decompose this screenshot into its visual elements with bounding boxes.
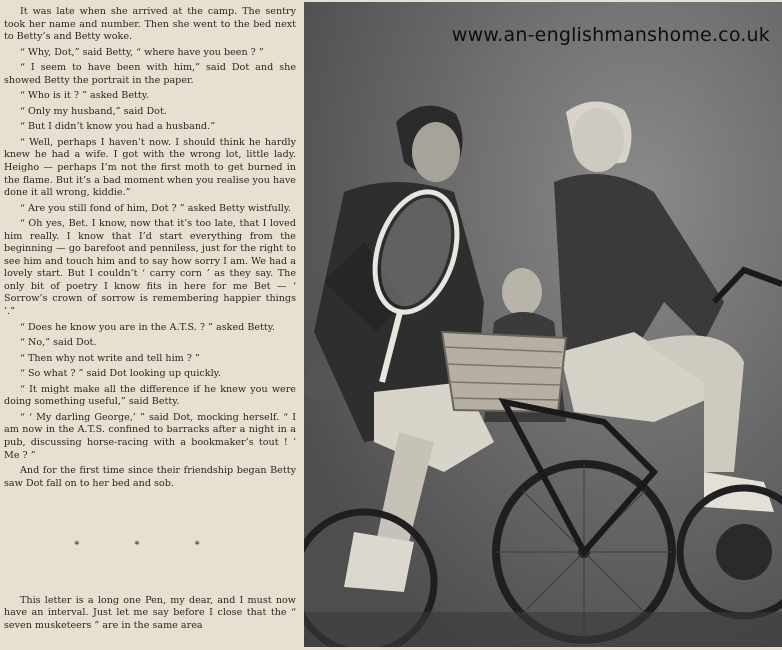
- paragraph-does-he-know: “ Does he know you are in the A.T.S. ? ” asked Betty.: [20, 321, 275, 333]
- paragraph-difference: “ It might make all the difference if he knew you were doing something useful,” said Betty.: [4, 383, 296, 408]
- paragraph-didnt-know: “ But I didn’t know you had a husband.”: [20, 121, 216, 133]
- paragraph-oh-yes: “ Oh yes, Bet. I know, now that it’s too late, that I loved him really. I know that I’d start everything from the beginning — go barefoot and penniless, just for the right to see him and touch him and to say how sorry I am. We had a lovely start. But I couldn’t ‘ carry corn ’ as they say. The only bit of poetry I know fits in here for me Bet — ‘ Sorrow’s crown of sorrow is remembering happier things ’.”: [4, 218, 296, 318]
- paragraph-arrival: It was late when she arrived at the camp. The sentry took her name and number. Then she went to the bed next to Betty’s and Betty woke.: [4, 6, 296, 43]
- story-column: [4, 6, 296, 646]
- paragraph-my-darling: “ ‘ My darling George,’ ” said Dot, mocking herself. “ I am now in the A.T.S. confined to barracks after a night in a pub, discussing horse-racing with a bookmaker’s tout ! ’ Me ? ”: [4, 411, 296, 461]
- section-separator: * * *: [74, 540, 226, 552]
- paragraph-so-what: “ So what ? ” said Dot looking up quickly.: [20, 368, 221, 380]
- paragraph-no: “ No,” said Dot.: [20, 337, 97, 349]
- paragraph-perhaps: “ Well, perhaps I haven’t now. I should think he hardly knew he had a wife. I got with the wrong lot, little lady. Heigho — perhaps I’m not the first moth to get burned in the flame. But it’s a bad moment when you realise you have done it all wrong, kiddie.”: [4, 136, 296, 199]
- paragraph-portrait: “ I seem to have been with him,” said Dot and she showed Betty the portrait in the paper.: [4, 62, 296, 86]
- paragraph-why-not-write: “ Then why not write and tell him ? ”: [20, 352, 200, 364]
- paragraph-why-dot: “ Why, Dot,” said Betty, “ where have you been ? ”: [20, 46, 264, 58]
- paragraph-sob: And for the first time since their friendship began Betty saw Dot fall on to her bed and sob.: [4, 465, 296, 489]
- paragraph-letter: This letter is a long one Pen, my dear, and I must now have an interval. Just let me say before I close that the “ seven musketeers ” are in the same area: [4, 594, 296, 631]
- website-watermark: www.an-englishmanshome.co.uk: [451, 24, 770, 46]
- cyclists-photograph: [304, 2, 782, 647]
- paragraph-only-husband: “ Only my husband,” said Dot.: [20, 105, 167, 117]
- paragraph-still-fond: “ Are you still fond of him, Dot ? ” asked Betty wistfully.: [20, 202, 292, 214]
- photo-illustration: [304, 2, 782, 647]
- paragraph-who-is-it: “ Who is it ? ” asked Betty.: [20, 90, 149, 102]
